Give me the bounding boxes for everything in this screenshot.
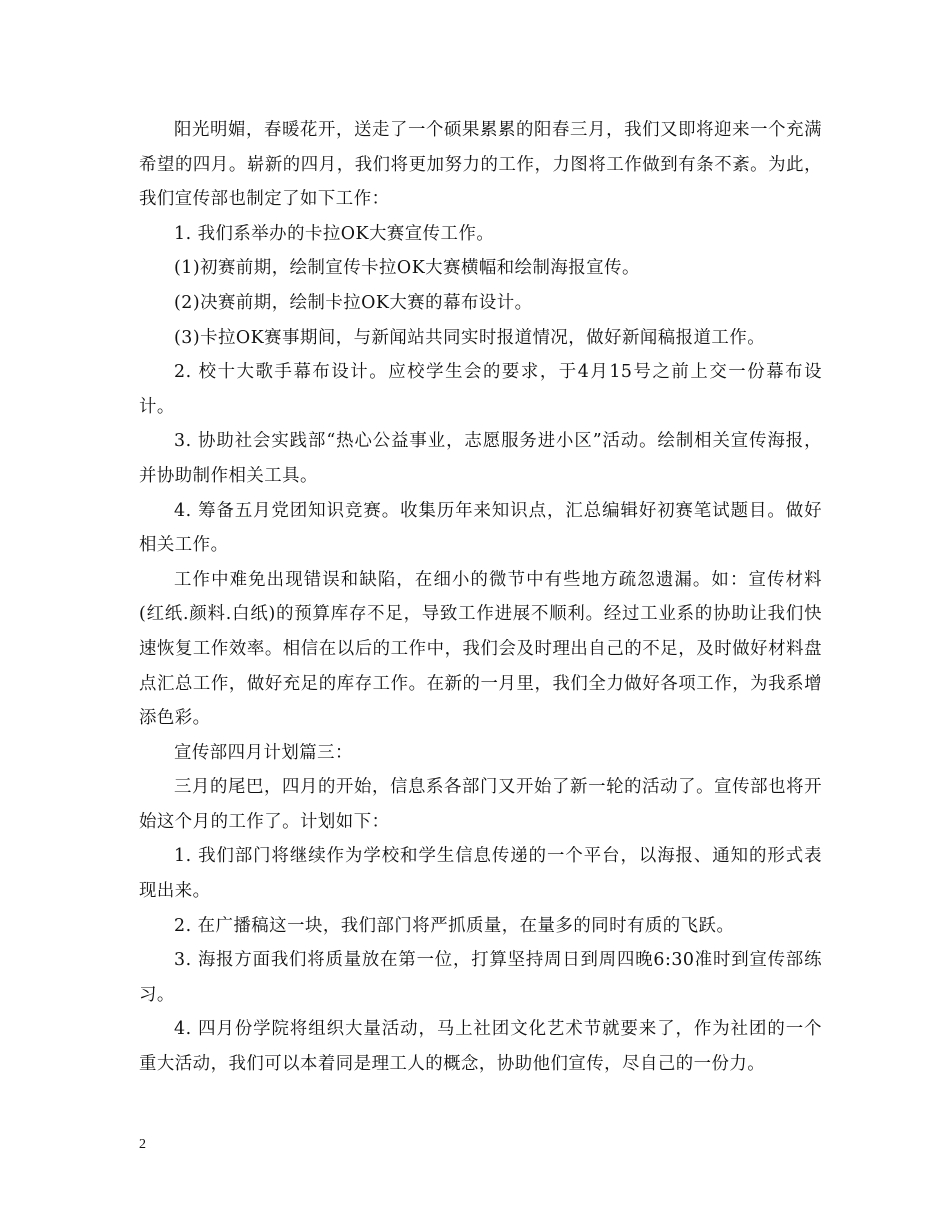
paragraph-subitem-2: (2)决赛前期，绘制卡拉OK大赛的幕布设计。 [174, 292, 533, 313]
paragraph-intro: 阳光明媚，春暖花开，送走了一个硕果累累的阳春三月，我们又即将迎来一个充满希望的四月。崭新的四月，我们将更加努力的工作，力图将工作做到有条不紊。为此，我们宣传部也制定了如下工作： [139, 120, 822, 210]
paragraph-summary: 工作中难免出现错误和缺陷，在细小的微节中有些地方疏忽遗漏。如：宣传材料(红纸.颜料.白纸)的预算库存不足，导致工作进展不顺利。经过工业系的协助让我们快速恢复工作效率。相信在以后的工作中，我们会及时理出自己的不足，及时做好材料盘点汇总工作，做好充足的库存工作。在新的一月里，我们全力做好各项工作，为我系增添色彩。 [139, 569, 822, 729]
paragraph-section-intro: 三月的尾巴，四月的开始，信息系各部门又开始了新一轮的活动了。宣传部也将开始这个月的工作了。计划如下： [139, 777, 822, 832]
paragraph-item-3: 3. 协助社会实践部“热心公益事业，志愿服务进小区”活动。绘制相关宣传海报，并协助制作相关工具。 [139, 431, 822, 486]
paragraph-item-1: 1. 我们系举办的卡拉OK大赛宣传工作。 [174, 223, 495, 244]
paragraph-item-2: 2. 校十大歌手幕布设计。应校学生会的要求，于4月15号之前上交一份幕布设计。 [139, 362, 822, 417]
page-number: 2 [139, 1137, 146, 1152]
paragraph-subitem-1: (1)初赛前期，绘制宣传卡拉OK大赛横幅和绘制海报宣传。 [174, 258, 640, 279]
paragraph-plan-4: 4. 四月份学院将组织大量活动，马上社团文化艺术节就要来了，作为社团的一个重大活动，我们可以本着同是理工人的概念，协助他们宣传，尽自己的一份力。 [139, 1019, 822, 1075]
paragraph-item-4: 4. 筹备五月党团知识竞赛。收集历年来知识点，汇总编辑好初赛笔试题目。做好相关工作。 [139, 500, 822, 556]
paragraph-plan-2: 2. 在广播稿这一块，我们部门将严抓质量，在量多的同时有质的飞跃。 [174, 915, 735, 936]
section-heading: 宣传部四月计划篇三： [174, 742, 353, 763]
paragraph-subitem-3: (3)卡拉OK赛事期间，与新闻站共同实时报道情况，做好新闻稿报道工作。 [174, 327, 766, 348]
paragraph-plan-3: 3. 海报方面我们将质量放在第一位，打算坚持周日到周四晚6:30准时到宣传部练习。 [139, 950, 822, 1005]
document-body [139, 113, 822, 1082]
paragraph-plan-1: 1. 我们部门将继续作为学校和学生信息传递的一个平台，以海报、通知的形式表现出来。 [139, 846, 822, 902]
